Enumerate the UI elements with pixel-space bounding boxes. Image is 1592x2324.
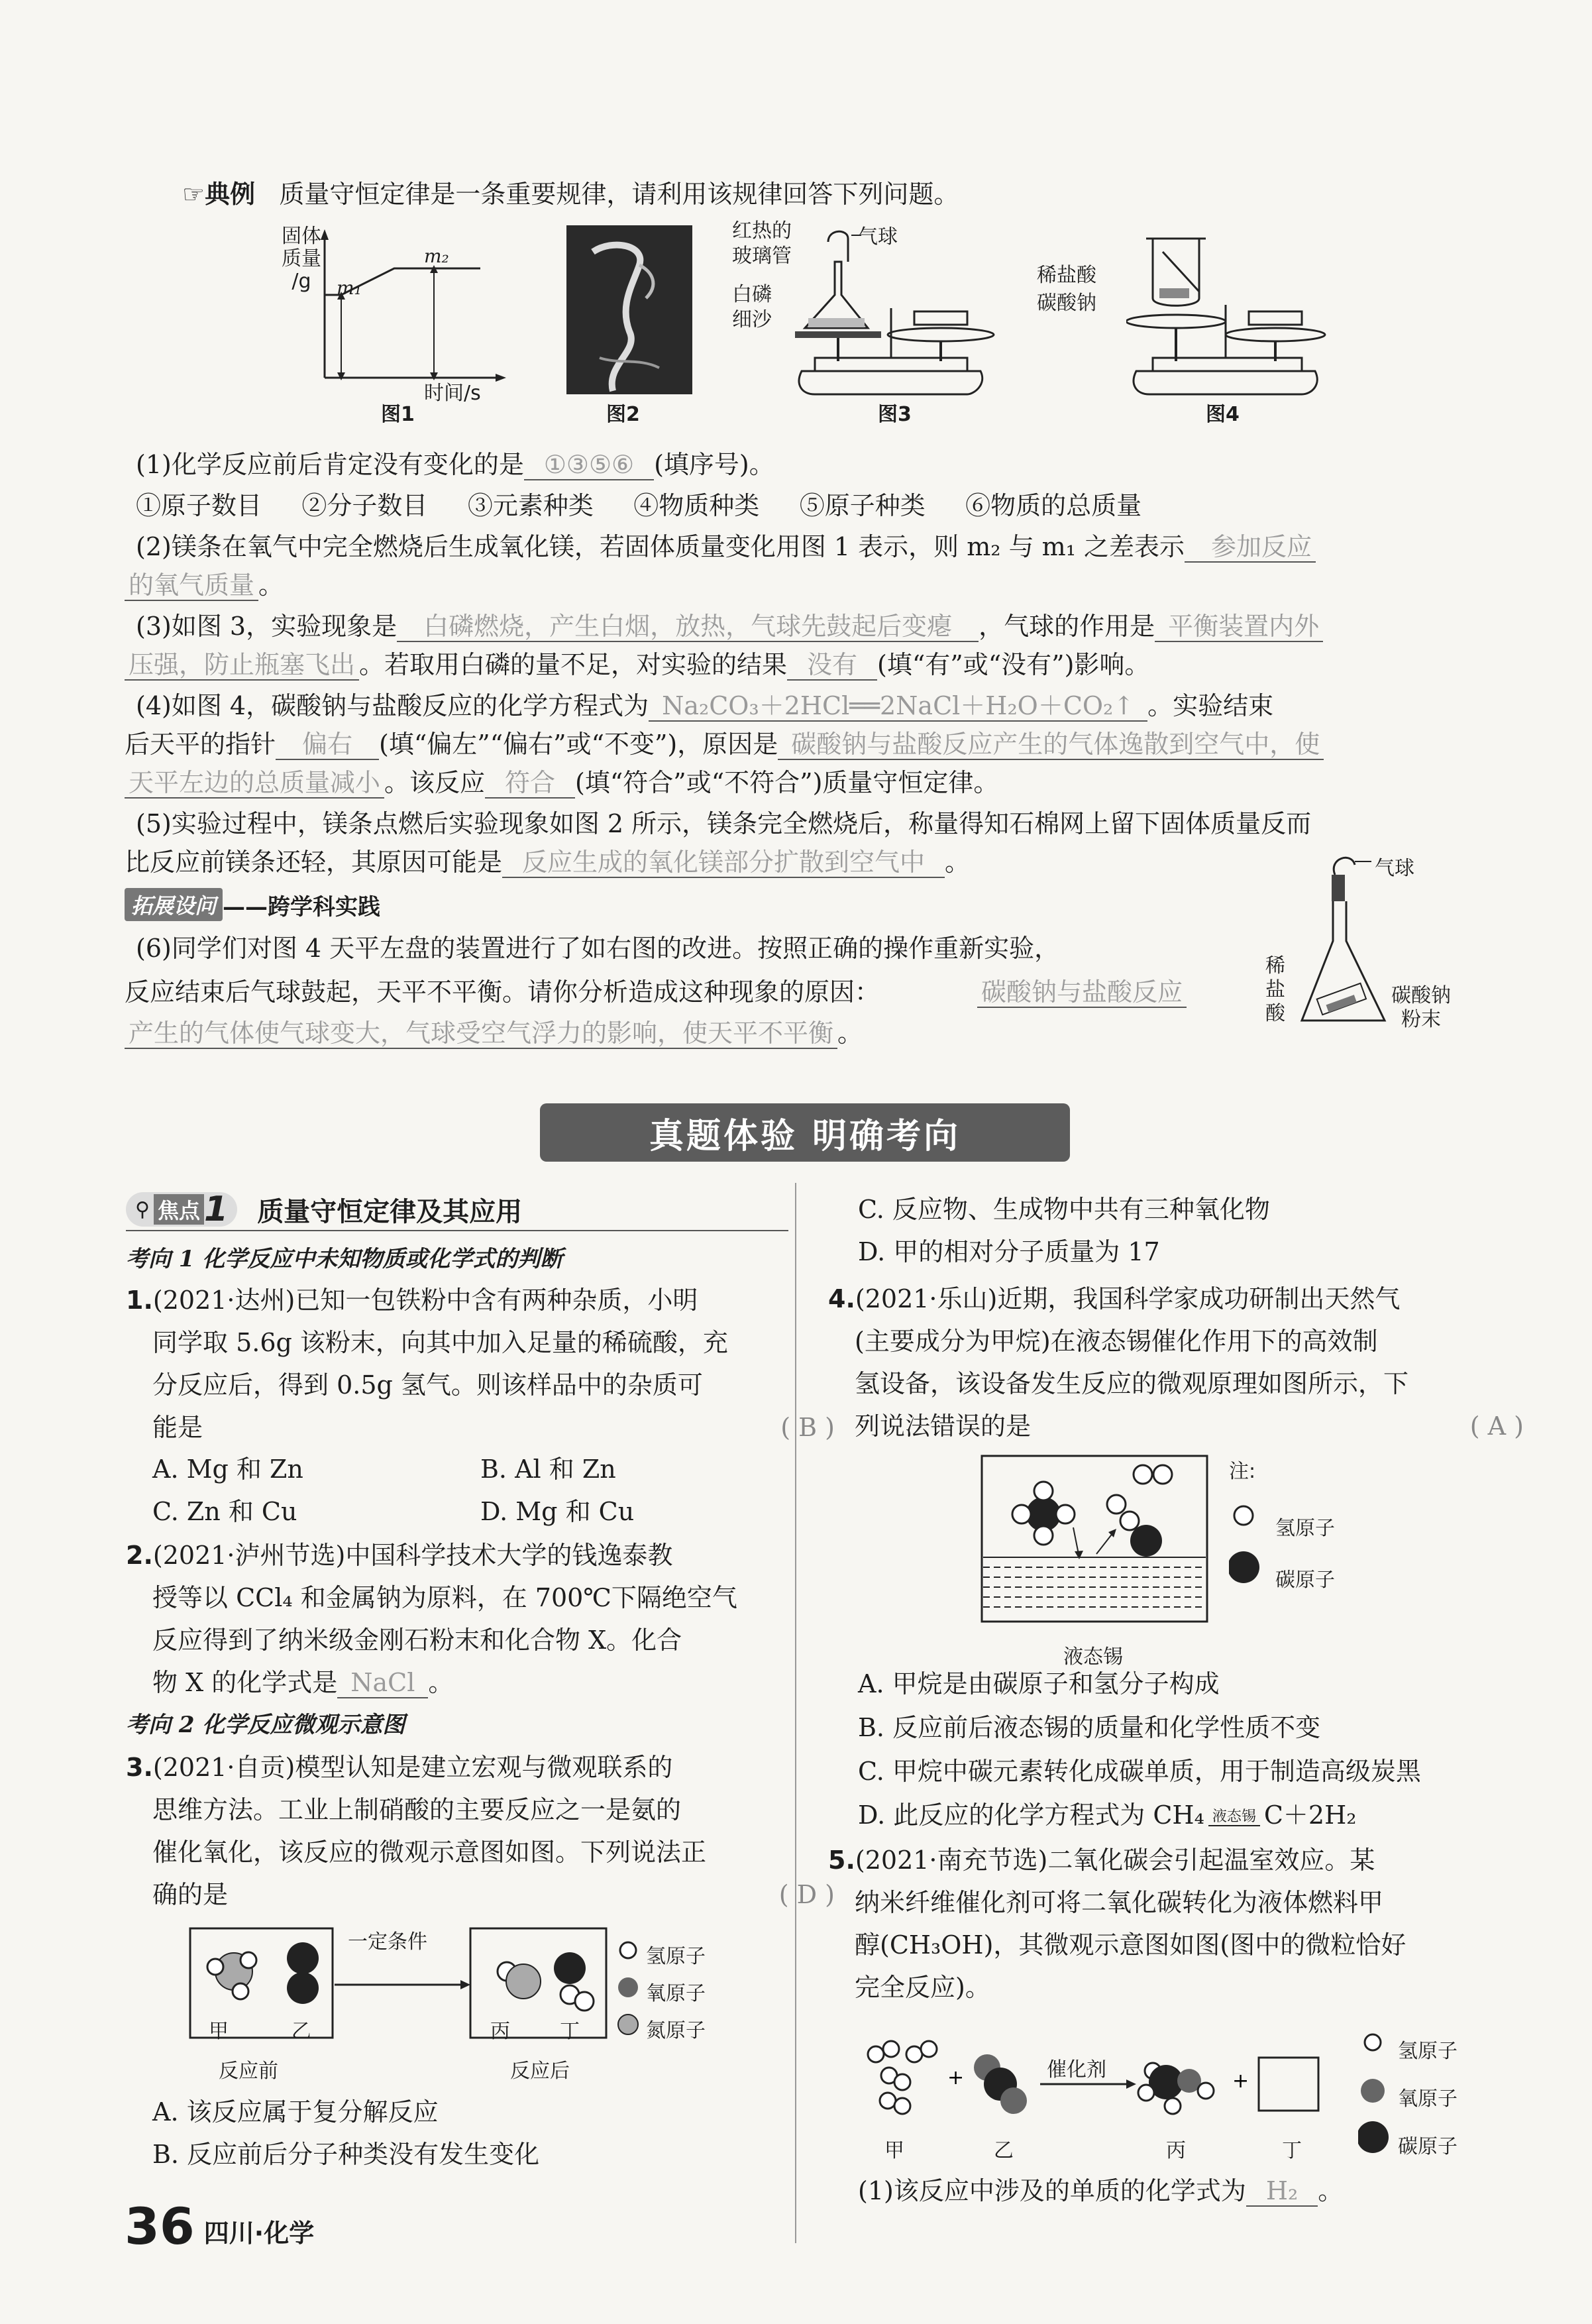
question-3-cont: 压强，防止瓶塞飞出 。若取用白磷的量不足，对实验的结果 没有 (填“有”或“没有”)影响。 xyxy=(125,644,1149,685)
left-question-3: 3.(2021·自贡)模型认知是建立宏观与微观联系的 思维方法。工业上制硝酸的主要反应之一是氨的 催化氧化，该反应的微观示意图如图。下列说法正 确的是 ( D ) xyxy=(126,1746,835,1916)
diagram-q3-jia: 甲 xyxy=(209,2020,229,2043)
question-5-cont: 比反应前镁条还轻，其原因可能是 反应生成的氧化镁部分扩散到空气中 。 xyxy=(125,848,971,877)
focus-badge: ⚲ 焦点 1 xyxy=(126,1192,237,1227)
figure-2-caption: 图2 xyxy=(606,403,640,426)
diagram-q3-before: 反应前 xyxy=(219,2060,278,2083)
right-question-5: 5.(2021·南充节选)二氧化碳会引起温室效应。某 纳米纤维催化剂可将二氧化碳转化为液体燃料甲 醇(CH₃OH)，其微观示意图如图(图中的微粒恰好 完全反应)。 xyxy=(828,1846,1406,2002)
svg-text:+: + xyxy=(1232,2070,1249,2093)
figure-3-caption: 图3 xyxy=(878,403,912,426)
figure-3-apparatus xyxy=(788,222,1000,401)
right-q4-answer: ( A ) xyxy=(1469,1411,1524,1441)
diagram-q3-after: 反应后 xyxy=(510,2060,570,2083)
diagram-q4-legend: 氢原子 碳原子 xyxy=(1275,1517,1335,1592)
diagram-q5-legend: 氢原子 氧原子 碳原子 xyxy=(1398,2040,1458,2158)
diagram-q3-condition: 一定条件 xyxy=(348,1930,427,1954)
diagram-q3-legend-icons xyxy=(616,1938,643,2044)
question-6-answer-a: 碳酸钠与盐酸反应 xyxy=(977,971,1187,1013)
extension-badge: 拓展设问 xyxy=(125,888,223,921)
left-question-1: 1.(2021·达州)已知一包铁粉中含有两种杂质，小明 同学取 5.6g 该粉末，向其中加入足量的稀硫酸，充 分反应后，得到 0.5g 氢气。则该样品中的杂质可 能是 ( B ) xyxy=(126,1279,835,1449)
question-2: (2)镁条在氧气中完全燃烧后生成氧化镁，若固体质量变化用图 1 表示，则 m₂ 与 m₁ 之差表示 参加反应 xyxy=(136,526,1316,567)
section-banner-text: 真题体验 明确考向 xyxy=(649,1116,961,1156)
question-4-line3: 天平左边的总质量减小 。该反应 符合 (填“符合”或“不符合”)质量守恒定律。 xyxy=(125,762,998,803)
example-marker: ☞典例 xyxy=(182,180,256,209)
figure-1-xlabel: 时间/s xyxy=(424,382,481,405)
left-q2-answer: NaCl xyxy=(337,1668,428,1698)
figure-1-caption: 图1 xyxy=(381,403,415,426)
footer-label: 四川·化学 xyxy=(203,2219,315,2248)
diagram-q3-bing: 丙 xyxy=(490,2020,510,2043)
question-3: (3)如图 3，实验现象是 白磷燃烧，产生白烟，放热，气球先鼓起后变瘪 ，气球的作用是 平衡装置内外 xyxy=(136,606,1323,647)
diagram-q4-caption: 液态锡 xyxy=(1063,1645,1123,1669)
svg-text:+: + xyxy=(947,2066,965,2089)
diagram-q4 xyxy=(981,1455,1219,1640)
diagram-q3-ding: 丁 xyxy=(560,2020,580,2043)
direction-2: 考向 2 化学反应微观示意图 xyxy=(126,1712,405,1738)
example-intro-line xyxy=(182,174,959,215)
extension-header: 拓展设问 ——跨学科实践 xyxy=(125,888,380,921)
flask-acid-label: 稀 盐 酸 xyxy=(1265,954,1285,1025)
focus-title: 质量守恒定律及其应用 xyxy=(257,1196,523,1227)
question-1: (1)化学反应前后肯定没有变化的是 ①③⑤⑥ (填序号)。 xyxy=(136,450,774,479)
figure-1-m1: m₁ xyxy=(337,277,362,299)
focus-header xyxy=(126,1190,788,1229)
left-q1-options: A. Mg 和 Zn B. Al 和 Zn C. Zn 和 Cu D. Mg 和 Cu xyxy=(152,1455,635,1526)
diagram-q5-bing: 丙 xyxy=(1166,2139,1186,2162)
question-4-line2: 后天平的指针 偏右 (填“偏左”“偏右”或“不变”)，原因是 碳酸钠与盐酸反应产生的气体逸散到空气中，使 xyxy=(125,724,1324,765)
right-question-5-1: (1)该反应中涉及的单质的化学式为 H₂ 。 xyxy=(858,2176,1344,2205)
answer-1: ①③⑤⑥ xyxy=(524,450,654,480)
flask-balloon-label: 气球 xyxy=(1375,857,1414,880)
diagram-q4-legend-icons xyxy=(1229,1501,1262,1594)
figure-2-photo xyxy=(566,225,692,394)
example-intro: 质量守恒定律是一条重要规律，请利用该规律回答下列问题。 xyxy=(279,180,959,209)
page-number: 36 xyxy=(125,2197,195,2256)
figure-1-m2: m₂ xyxy=(424,245,449,267)
left-q1-answer: ( B ) xyxy=(780,1413,835,1442)
q4-eq-condition: 液态锡 xyxy=(1208,1809,1260,1826)
direction-1: 考向 1 化学反应中未知物质或化学式的判断 xyxy=(126,1246,563,1272)
figure-3-labels: 红热的 玻璃管 白磷 细沙 xyxy=(732,219,792,331)
diagram-q3-yi: 乙 xyxy=(292,2020,311,2043)
diagram-q5-legend-icons xyxy=(1358,2028,1391,2154)
diagram-q4-note: 注: xyxy=(1229,1460,1256,1483)
question-5: (5)实验过程中，镁条点燃后实验现象如图 2 所示，镁条完全燃烧后，称量得知石棉网上留下固体质量反而 xyxy=(136,809,1312,838)
question-6-line3: 产生的气体使气球变大，气球受空气浮力的影响，使天平不平衡 。 xyxy=(125,1013,863,1054)
figure-3-balloon-label: 气球 xyxy=(858,225,898,249)
question-4: (4)如图 4，碳酸钠与盐酸反应的化学方程式为 Na₂CO₃＋2HCl══2NaCl＋H₂O＋CO₂↑ 。实验结束 xyxy=(136,691,1274,720)
question-1-options: ①原子数目 ②分子数目 ③元素种类 ④物质种类 ⑤原子种类 ⑥物质的总质量 xyxy=(136,491,1142,520)
right-q5-1-answer: H₂ xyxy=(1246,2176,1318,2207)
search-icon: ⚲ xyxy=(135,1197,150,1221)
left-q3-answer: ( D ) xyxy=(778,1880,835,1909)
figure-4-apparatus xyxy=(1126,225,1332,401)
figure-1-ylabel: 固体 质量 /g xyxy=(282,225,321,293)
flask-powder-label: 碳酸钠 粉末 xyxy=(1391,984,1451,1031)
question-2-cont: 的氧气质量 。 xyxy=(125,565,284,606)
figure-4-labels: 稀盐酸 碳酸钠 xyxy=(1037,264,1096,315)
figure-4-caption: 图4 xyxy=(1206,403,1240,426)
section-banner xyxy=(540,1103,1070,1162)
right-q4-options: A. 甲烷是由碳原子和氢分子构成 B. 反应前后液态锡的质量和化学性质不变 C. 甲烷中碳元素转化成碳单质，用于制造高级炭黑 D. 此反应的化学方程式为 CH₄ 液态锡 C＋2H₂ xyxy=(858,1669,1421,1830)
diagram-q5-jia: 甲 xyxy=(884,2139,904,2162)
left-question-2: 2.(2021·泸州节选)中国科学技术大学的钱逸泰教 授等以 CCl₄ 和金属钠为原料，在 700℃下隔绝空气 反应得到了纳米级金刚石粉末和化合物 X。化合 物 X 的化学式是 NaCl 。 xyxy=(126,1541,737,1697)
page-footer xyxy=(125,2197,315,2256)
left-q3-options: A. 该反应属于复分解反应 B. 反应前后分子种类没有发生变化 xyxy=(152,2097,540,2169)
diagram-q5-ding: 丁 xyxy=(1282,2139,1302,2162)
diagram-q5-yi: 乙 xyxy=(994,2139,1014,2162)
question-6: (6)同学们对图 4 天平左盘的装置进行了如右图的改进。按照正确的操作重新实验， xyxy=(136,934,1060,963)
right-q3-options: C. 反应物、生成物中共有三种氧化物 D. 甲的相对分子质量为 17 xyxy=(858,1195,1270,1266)
diagram-q3-legend: 氢原子 氧原子 氮原子 xyxy=(646,1945,706,2042)
diagram-q5-catalyst: 催化剂 xyxy=(1047,2058,1106,2081)
question-6-line2: 反应结束后气球鼓起，天平不平衡。请你分析造成这种现象的原因： xyxy=(125,977,880,1007)
diagram-q5 xyxy=(861,2034,1352,2140)
right-question-4: 4.(2021·乐山)近期，我国科学家成功研制出天然气 (主要成分为甲烷)在液态锡催化作用下的高效制 氢设备，该设备发生反应的微观原理如图所示，下 列说法错误的是 ( A ) xyxy=(828,1278,1524,1447)
